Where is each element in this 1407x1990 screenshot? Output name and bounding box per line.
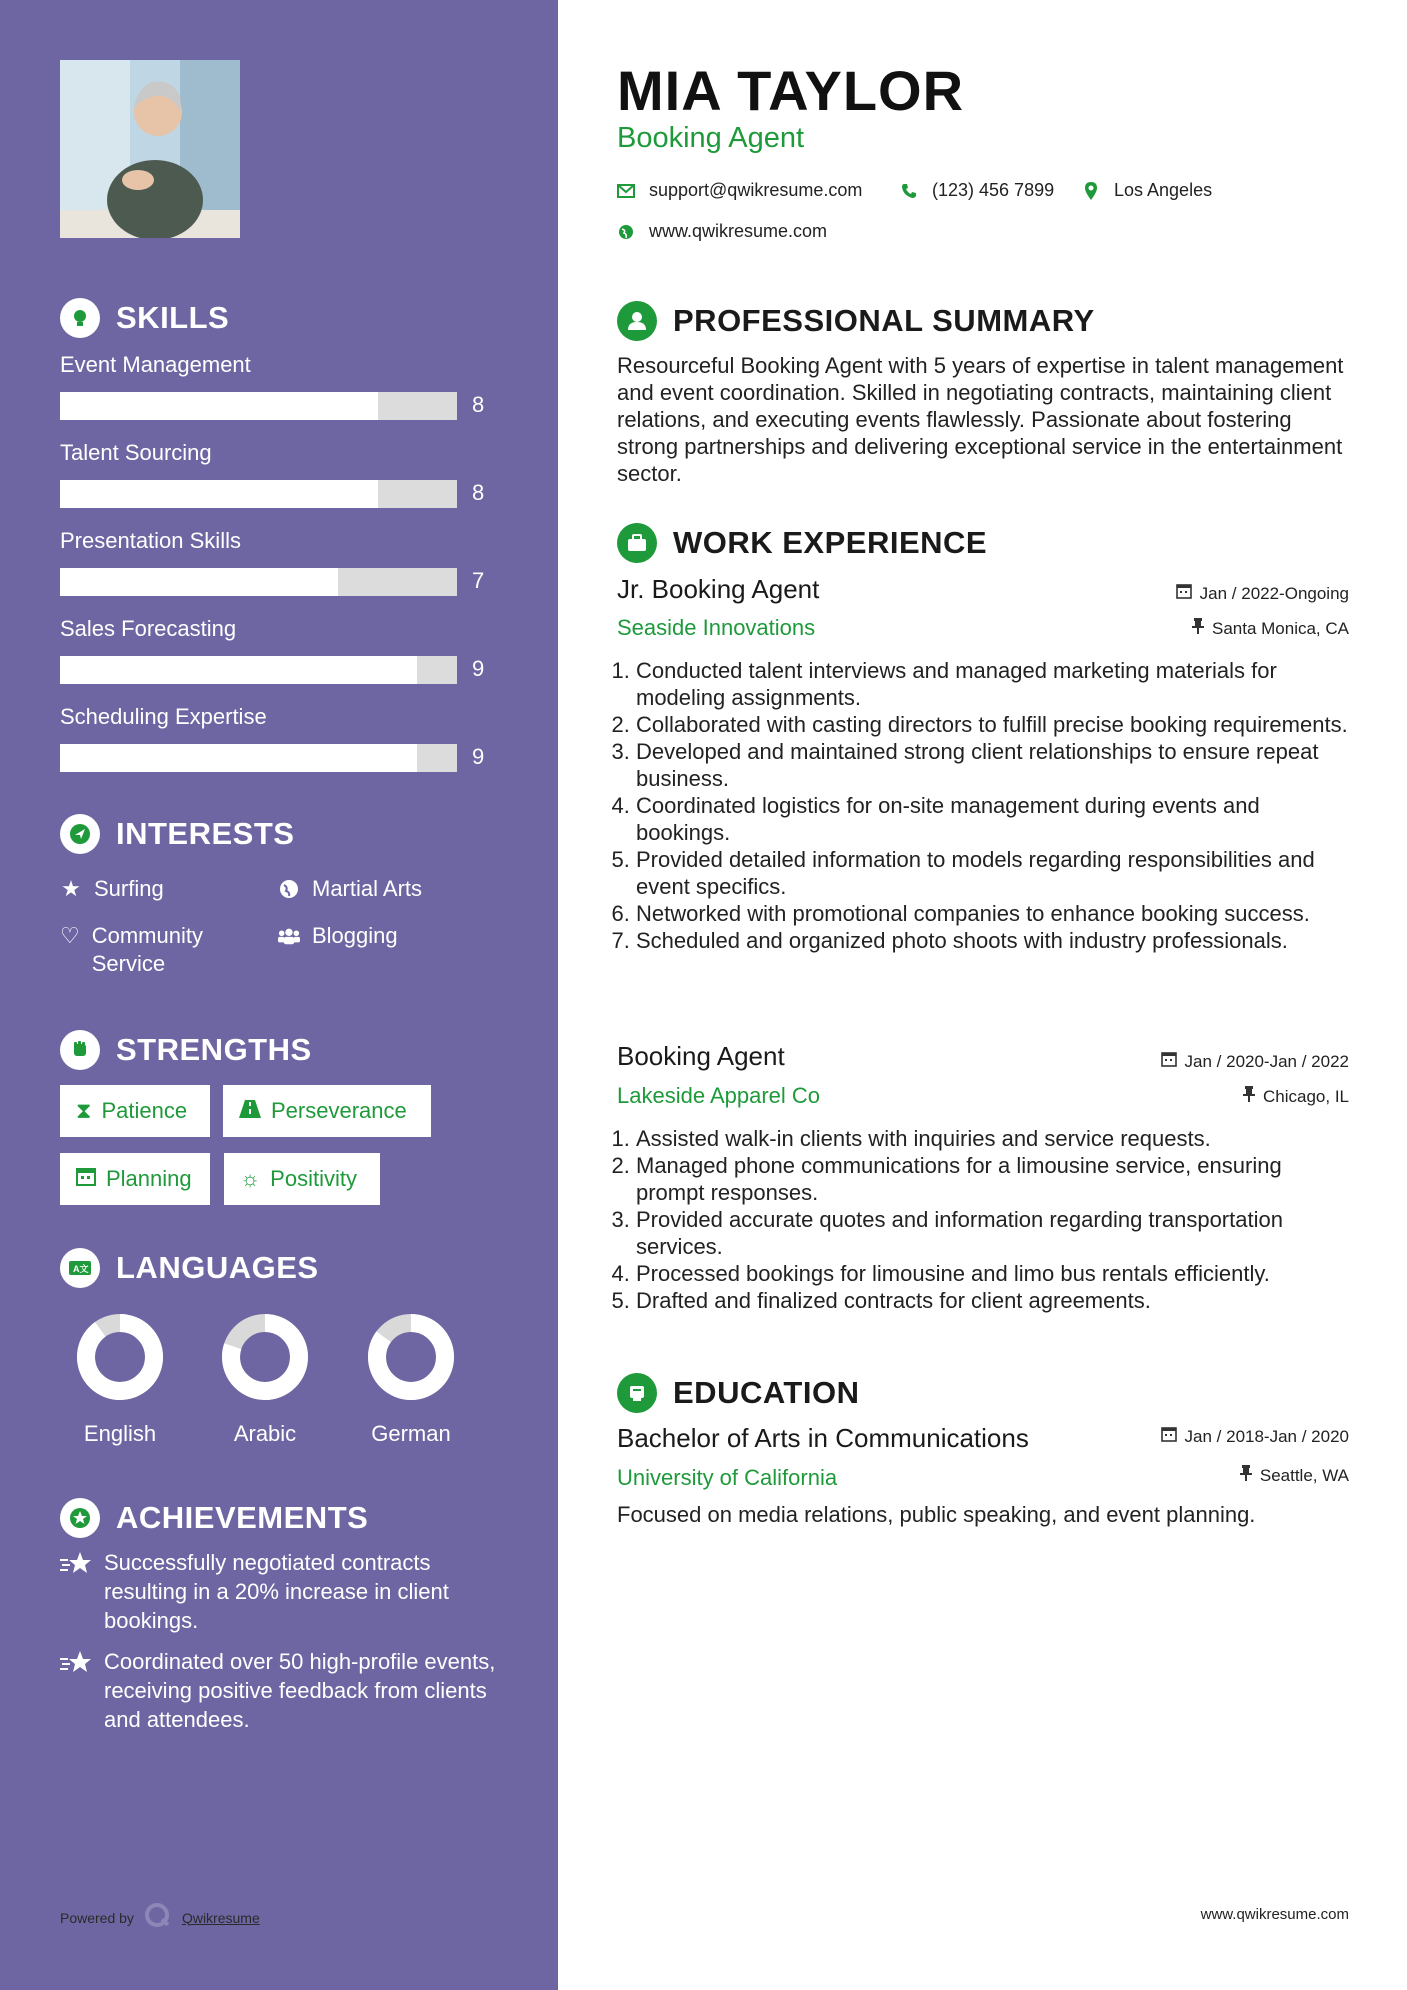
summary-text: Resourceful Booking Agent with 5 years of expertise in talent management and event coordination. Skilled in negotiating contracts, maintaining client relations, and executing events flawlessly. Passionate about fostering strong partnerships and delivering exceptional service in the entertainment sector. bbox=[617, 353, 1344, 486]
sun-icon: ☼ bbox=[240, 1166, 261, 1191]
job-title: Jr. Booking Agent bbox=[617, 574, 820, 604]
language-item bbox=[60, 1312, 180, 1447]
user-icon bbox=[617, 301, 657, 341]
interest-item: Martial Arts bbox=[278, 875, 422, 903]
briefcase-icon bbox=[617, 523, 657, 563]
strengths-heading: STRENGTHS bbox=[60, 1030, 312, 1070]
globe-icon bbox=[278, 875, 300, 903]
list-item: 1. Conducted talent interviews and managed marketing materials for modeling assignments. bbox=[636, 657, 1350, 711]
list-item: 3. Provided accurate quotes and information regarding transportation services. bbox=[636, 1206, 1350, 1260]
interest-item: Blogging bbox=[278, 922, 398, 950]
list-item: 4. Coordinated logistics for on-site management during events and bookings. bbox=[636, 792, 1350, 846]
list-item: 2. Managed phone communications for a limousine service, ensuring prompt responses. bbox=[636, 1152, 1350, 1206]
list-item: 4. Processed bookings for limousine and limo bus rentals efficiently. bbox=[636, 1260, 1350, 1287]
star-icon: ★ bbox=[61, 876, 81, 901]
profile-photo bbox=[60, 60, 240, 238]
job-location: Chicago, IL bbox=[1243, 1086, 1349, 1107]
svg-text:A文: A文 bbox=[73, 1264, 89, 1274]
candidate-name: MIA TAYLOR bbox=[617, 59, 965, 122]
calendar-icon bbox=[1176, 583, 1192, 604]
job-company: Seaside Innovations bbox=[617, 615, 816, 640]
heart-outline-icon: ♡ bbox=[60, 923, 80, 948]
job-duties-list bbox=[610, 1125, 1350, 1314]
skill-score: 8 bbox=[472, 480, 485, 505]
education-school: University of California bbox=[617, 1465, 838, 1490]
skill-bar bbox=[60, 568, 457, 596]
skills-heading: SKILLS bbox=[60, 298, 229, 338]
list-item: 7. Scheduled and organized photo shoots with industry professionals. bbox=[636, 927, 1350, 954]
lightbulb-icon bbox=[60, 298, 100, 338]
calendar-icon bbox=[1161, 1051, 1177, 1072]
language-item bbox=[351, 1312, 471, 1447]
achievement-item: Successfully negotiated contracts resulting in a 20% increase in client bookings. bbox=[60, 1548, 500, 1635]
language-ring bbox=[75, 1312, 165, 1402]
job-company: Lakeside Apparel Co bbox=[617, 1083, 821, 1108]
skill-bar bbox=[60, 480, 457, 508]
skill-bar bbox=[60, 392, 457, 420]
education-degree: Bachelor of Arts in Communications bbox=[617, 1423, 1029, 1453]
language-ring bbox=[366, 1312, 456, 1402]
language-name: Arabic bbox=[233, 1421, 297, 1446]
education-heading: EDUCATION bbox=[617, 1373, 859, 1413]
skill-bar-fill bbox=[60, 480, 378, 508]
powered-by: Powered by Qwikresume bbox=[60, 1902, 260, 1933]
education-location: Seattle, WA bbox=[1240, 1465, 1349, 1486]
skill-score: 7 bbox=[472, 568, 485, 593]
languages-heading: A文 LANGUAGES bbox=[60, 1248, 319, 1288]
calendar-icon bbox=[1161, 1426, 1177, 1447]
skill-bar bbox=[60, 656, 457, 684]
footer-url[interactable]: www.qwikresume.com bbox=[1200, 1906, 1349, 1923]
calendar-icon bbox=[76, 1166, 96, 1192]
experience-heading: WORK EXPERIENCE bbox=[617, 523, 987, 563]
graduation-icon bbox=[617, 1373, 657, 1413]
skill-label: Sales Forecasting bbox=[60, 616, 237, 641]
award-icon bbox=[60, 1498, 100, 1538]
skill-bar-fill bbox=[60, 568, 338, 596]
shooting-star-icon bbox=[60, 1647, 92, 1734]
job-title: Booking Agent bbox=[617, 1041, 785, 1071]
list-item: 5. Drafted and finalized contracts for client agreements. bbox=[636, 1287, 1350, 1314]
job-dates: Jan / 2020-Jan / 2022 bbox=[1161, 1051, 1349, 1072]
job-location: Santa Monica, CA bbox=[1192, 618, 1349, 639]
list-item: 6. Networked with promotional companies to enhance booking success. bbox=[636, 900, 1350, 927]
interest-item: ♡ Community Service bbox=[60, 923, 203, 976]
shooting-star-icon bbox=[60, 1548, 92, 1635]
interest-item: ★ Surfing bbox=[61, 876, 164, 901]
qwikresume-logo-icon bbox=[144, 1902, 172, 1933]
skill-bar-fill bbox=[60, 656, 417, 684]
users-icon bbox=[278, 922, 300, 950]
education-dates: Jan / 2018-Jan / 2020 bbox=[1161, 1426, 1349, 1447]
contact-phone[interactable]: (123) 456 7899 bbox=[900, 180, 1054, 201]
strength-badge: ☼ Positivity bbox=[224, 1153, 380, 1205]
language-item bbox=[205, 1312, 325, 1447]
hourglass-icon: ⧗ bbox=[76, 1098, 92, 1123]
skill-label: Event Management bbox=[60, 352, 251, 377]
contact-website[interactable]: www.qwikresume.com bbox=[617, 221, 827, 242]
skill-label: Scheduling Expertise bbox=[60, 704, 267, 729]
list-item: 1. Assisted walk-in clients with inquiries and service requests. bbox=[636, 1125, 1350, 1152]
interests-heading: INTERESTS bbox=[60, 814, 294, 854]
skill-bar-fill bbox=[60, 744, 417, 772]
qwikresume-link[interactable]: Qwikresume bbox=[181, 1909, 260, 1926]
skill-label: Presentation Skills bbox=[60, 528, 241, 553]
paper-plane-icon bbox=[60, 814, 100, 854]
skill-label: Talent Sourcing bbox=[60, 440, 212, 465]
list-item: 2. Collaborated with casting directors to fulfill precise booking requirements. bbox=[636, 711, 1350, 738]
education-description: Focused on media relations, public speaking, and event planning. bbox=[617, 1502, 1256, 1527]
globe-icon bbox=[617, 223, 635, 241]
map-pin-icon bbox=[1082, 182, 1100, 200]
skill-bar-fill bbox=[60, 392, 378, 420]
language-name: German bbox=[371, 1421, 451, 1446]
sidebar bbox=[0, 0, 558, 1990]
list-item: 3. Developed and maintained strong client relationships to ensure repeat business. bbox=[636, 738, 1350, 792]
summary-heading: PROFESSIONAL SUMMARY bbox=[617, 301, 1095, 341]
skill-bar bbox=[60, 744, 457, 772]
language-name: English bbox=[83, 1421, 157, 1446]
phone-icon bbox=[900, 182, 918, 200]
envelope-icon bbox=[617, 182, 635, 200]
language-card-icon bbox=[60, 1248, 100, 1288]
skill-score: 9 bbox=[472, 656, 485, 681]
language-ring-fill bbox=[86, 1323, 154, 1391]
pushpin-icon bbox=[1192, 618, 1204, 639]
pushpin-icon bbox=[1243, 1086, 1255, 1107]
achievement-item: Coordinated over 50 high-profile events, receiving positive feedback from clients and attendees. bbox=[60, 1647, 500, 1734]
achievements-heading: ACHIEVEMENTS bbox=[60, 1498, 368, 1538]
road-icon bbox=[239, 1098, 261, 1124]
pushpin-icon bbox=[1240, 1465, 1252, 1486]
strength-badge: ⧗ Patience bbox=[60, 1085, 210, 1137]
skill-score: 8 bbox=[472, 392, 485, 417]
skill-score: 9 bbox=[472, 744, 485, 769]
contact-email[interactable]: support@qwikresume.com bbox=[617, 180, 862, 201]
fist-icon bbox=[60, 1030, 100, 1070]
language-ring bbox=[220, 1312, 310, 1402]
contact-location: Los Angeles bbox=[1082, 180, 1212, 201]
job-duties-list bbox=[610, 657, 1350, 954]
strength-badge: Planning bbox=[60, 1153, 210, 1205]
list-item: 5. Provided detailed information to models regarding responsibilities and event specifics. bbox=[636, 846, 1350, 900]
candidate-role: Booking Agent bbox=[617, 122, 805, 154]
strength-badge: Perseverance bbox=[223, 1085, 431, 1137]
job-dates: Jan / 2022-Ongoing bbox=[1176, 583, 1349, 604]
